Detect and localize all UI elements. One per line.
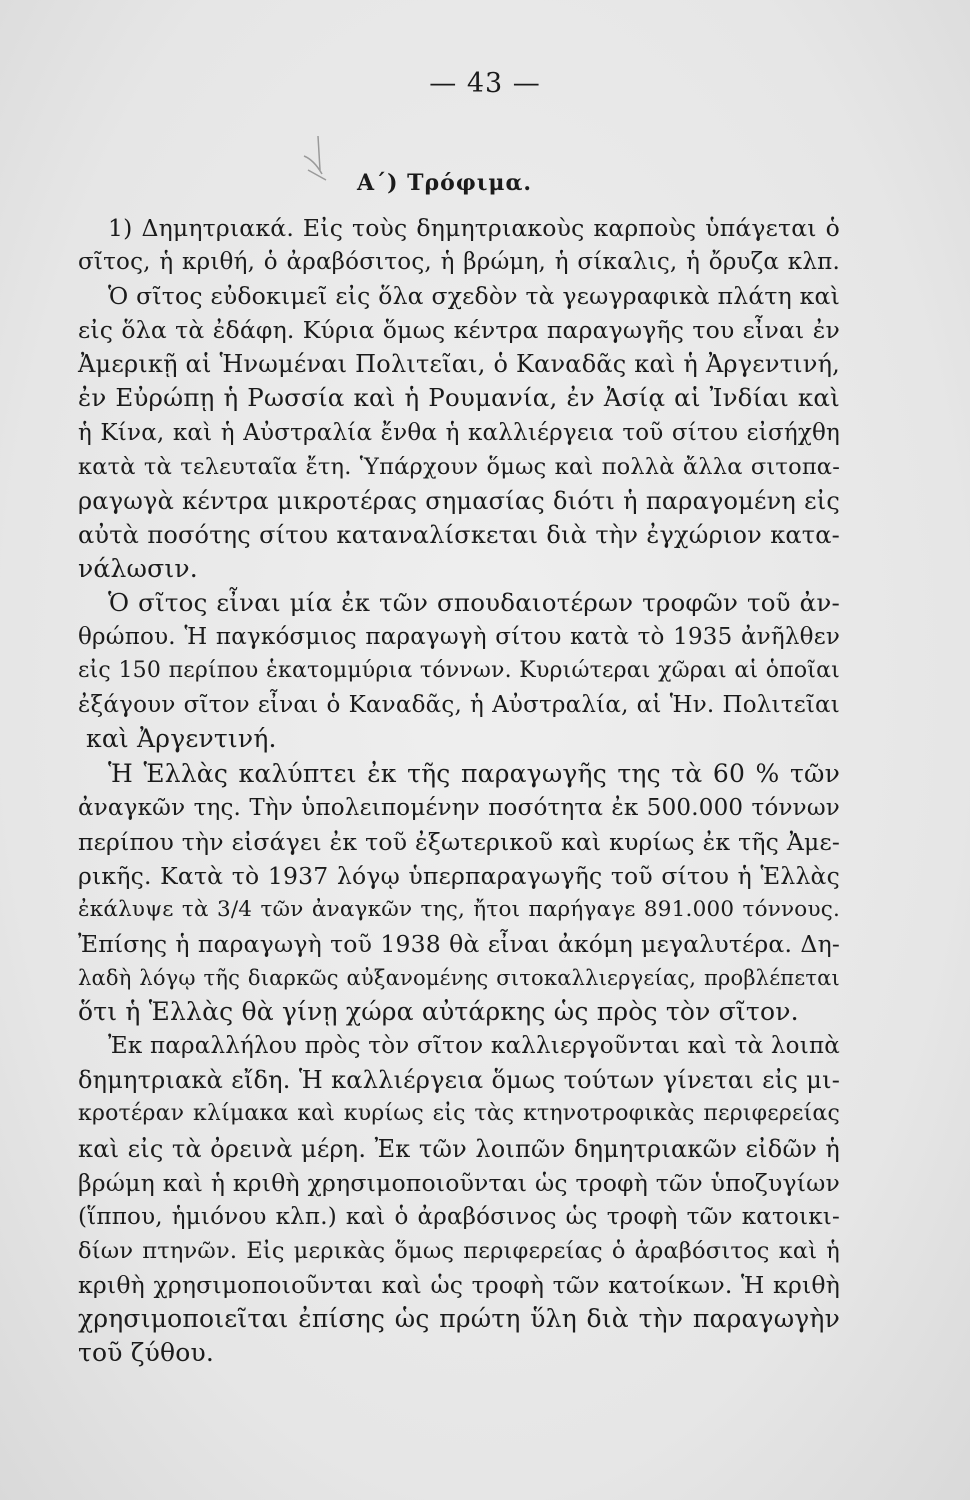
text-line: σῖτος, ἡ κριθή, ὁ ἀραβόσιτος, ἡ βρώμη, ἡ σίκαλις, ἡ ὄρυζα κλπ. xyxy=(78,249,840,276)
section-heading: Α΄) Τρόφιμα. xyxy=(357,170,533,196)
text-line: κροτέραν κλίμακα καὶ κυρίως εἰς τὰς κτηνοτροφικὰς περιφερείας xyxy=(78,1101,840,1127)
text-line: κατὰ τὰ τελευταῖα ἔτη. Ὑπάρχουν ὅμως καὶ πολλὰ ἄλλα σιτοπα- xyxy=(78,453,840,480)
text-line: Ὁ σῖτος εὐδοκιμεῖ εἰς ὅλα σχεδὸν τὰ γεωγραφικὰ πλάτη καὶ xyxy=(108,282,840,311)
text-line: (ἵππου, ἡμιόνου κλπ.) καὶ ὁ ἀραβόσινος ὡς τροφὴ τῶν κατοικι- xyxy=(78,1203,840,1230)
text-line: εἰς ὅλα τὰ ἐδάφη. Κύρια ὅμως κέντρα παραγωγῆς του εἶναι ἐν xyxy=(78,316,840,345)
text-line: ἡ Κίνα, καὶ ἡ Αὐστραλία ἔνθα ἡ καλλιέργεια τοῦ σίτου εἰσήχθη xyxy=(78,419,840,446)
text-line: 1) Δημητριακά. Εἰς τοὺς δημητριακοὺς καρποὺς ὑπάγεται ὁ xyxy=(108,214,840,242)
text-line: Ὁ σῖτος εἶναι μία ἐκ τῶν σπουδαιοτέρων τροφῶν τοῦ ἀν- xyxy=(108,588,840,618)
text-line: Ἀμερικῇ αἱ Ἡνωμέναι Πολιτεῖαι, ὁ Καναδᾶς καὶ ἡ Ἀργεντινή, xyxy=(78,350,840,379)
text-line: θρώπου. Ἡ παγκόσμιος παραγωγὴ σίτου κατὰ τὸ 1935 ἀνῆλθεν xyxy=(78,624,840,651)
text-line: τοῦ ζύθου. xyxy=(78,1338,215,1368)
text-line: περίπου τὴν εἰσάγει ἐκ τοῦ ἐξωτερικοῦ καὶ κυρίως ἐκ τῆς Ἀμε- xyxy=(78,827,840,856)
text-line: χρησιμοποιεῖται ἐπίσης ὡς πρώτη ὕλη διὰ τὴν παραγωγὴν xyxy=(78,1304,840,1333)
text-line: εἰς 150 περίπου ἑκατομμύρια τόννων. Κυριώτεραι χῶραι αἱ ὁποῖαι xyxy=(78,658,840,684)
text-line: κριθὴ χρησιμοποιοῦνται καὶ ὡς τροφὴ τῶν κατοίκων. Ἡ κριθὴ xyxy=(78,1270,840,1299)
text-line: νάλωσιν. xyxy=(78,553,198,583)
text-line: ὅτι ἡ Ἑλλὰς θὰ γίνῃ χώρα αὐτάρκης ὡς πρὸς τὸν σῖτον. xyxy=(78,997,799,1027)
text-line: Ἡ Ἑλλὰς καλύπτει ἐκ τῆς παραγωγῆς της τὰ 60 % τῶν xyxy=(108,758,840,788)
text-line: λαδὴ λόγῳ τῆς διαρκῶς αὐξανομένης σιτοκαλλιεργείας, προβλέπεται xyxy=(78,966,840,991)
text-line: ραγωγὰ κέντρα μικροτέρας σημασίας διότι ἡ παραγομένη εἰς xyxy=(78,486,840,515)
text-line: δημητριακὰ εἴδη. Ἡ καλλιέργεια ὅμως τούτων γίνεται εἰς μι- xyxy=(78,1066,840,1095)
text-line: ἐκάλυψε τὰ 3/4 τῶν ἀναγκῶν της, ἤτοι παρήγαγε 891.000 τόννους. xyxy=(78,896,840,922)
text-line: βρώμη καὶ ἡ κριθὴ χρησιμοποιοῦνται ὡς τροφὴ τῶν ὑποζυγίων xyxy=(78,1168,840,1197)
text-line: δίων πτηνῶν. Εἰς μερικὰς ὅμως περιφερείας ὁ ἀραβόσιτος καὶ ἡ xyxy=(78,1237,840,1264)
pencil-mark-icon xyxy=(296,130,336,190)
text-line: αὐτὰ ποσότης σίτου καταναλίσκεται διὰ τὴν ἐγχώριον κατα- xyxy=(78,520,840,549)
text-line: καὶ Ἀργεντινή. xyxy=(86,724,277,754)
body-text xyxy=(78,211,840,1370)
text-line: Ἐκ παραλλήλου πρὸς τὸν σῖτον καλλιεργοῦνται καὶ τὰ λοιπὰ xyxy=(108,1033,840,1060)
text-line: Ἐπίσης ἡ παραγωγὴ τοῦ 1938 θὰ εἶναι ἀκόμη μεγαλυτέρα. Δη- xyxy=(78,929,840,958)
text-line: ἐν Εὐρώπῃ ἡ Ρωσσία καὶ ἡ Ρουμανία, ἐν Ἀσίᾳ αἱ Ἰνδίαι καὶ xyxy=(78,383,840,413)
page-number: — 43 — xyxy=(429,68,541,99)
text-line: ἐξάγουν σῖτον εἶναι ὁ Καναδᾶς, ἡ Αὐστραλία, αἱ Ἡν. Πολιτεῖαι xyxy=(78,692,840,719)
text-line: ἀναγκῶν της. Τὴν ὑπολειπομένην ποσότητα ἐκ 500.000 τόννων xyxy=(78,794,840,821)
text-line: ρικῆς. Κατὰ τὸ 1937 λόγῳ ὑπερπαραγωγῆς τοῦ σίτου ἡ Ἑλλὰς xyxy=(78,861,840,890)
text-line: καὶ εἰς τὰ ὀρεινὰ μέρη. Ἐκ τῶν λοιπῶν δημητριακῶν εἰδῶν ἡ xyxy=(78,1134,840,1163)
